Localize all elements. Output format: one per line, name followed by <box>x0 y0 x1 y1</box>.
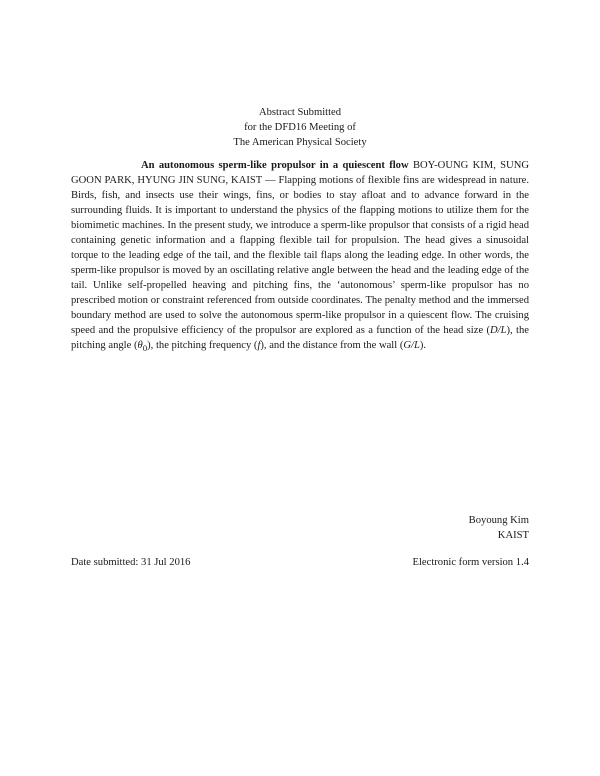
header-line-1: Abstract Submitted <box>258 107 342 118</box>
header-line-2: for the DFD16 Meeting of <box>244 122 356 133</box>
header-line-3: The American Physical Society <box>233 137 367 148</box>
abstract-body-5: ). <box>419 340 427 351</box>
abstract-body-1: Flapping motions of flexible fins are widespread in nature. Birds, fish, and insects use their wings, fins, or bodies to stay afloat and to advance forward in the surrounding fluids. It is important to understand the physics of the flapping motions to utilize them for the biomimetic machines. In the present study, we introduce a sperm-like propulsor that consists of a rigid head containing genetic information and a flapping flexible tail for propulsion. The head gives a sinusoidal torque to the leading edge of the tail, and the flexible tail flaps along the leading edge. In other words, the sperm-like propulsor is moved by an oscillating relative angle between the head and the leading edge of the tail. Unlike self-propelled heaving and pitching fins, the ‘autonomous’ sperm-like propulsor has no prescribed motion or constraint referenced from outside coordinates. The penalty method and the immersed boundary method are used to solve the autonomous sperm-like propulsor in a quiescent flow. The cruising speed and the propulsive efficiency of the propulsor are explored as a function of the head size ( <box>71 175 529 336</box>
signature-block <box>469 513 529 543</box>
var-pitching-angle: θ <box>137 340 143 351</box>
submission-header <box>0 105 600 150</box>
var-pitching-angle-subscript: 0 <box>142 343 148 354</box>
abstract-body-3: ), the pitching frequency ( <box>147 340 258 351</box>
var-frequency: f <box>257 340 261 351</box>
abstract-paragraph <box>71 158 529 356</box>
date-submitted: Date submitted: 31 Jul 2016 <box>71 557 191 568</box>
var-wall-distance: G/L <box>403 340 420 351</box>
signature-affiliation: KAIST <box>497 530 529 541</box>
abstract-authors: BOY-OUNG KIM, SUNG GOON PARK, HYUNG JIN SUNG, KAIST <box>71 160 529 186</box>
abstract-dash: — <box>262 175 279 186</box>
form-version: Electronic form version 1.4 <box>412 557 529 568</box>
abstract-body-4: ), and the distance from the wall ( <box>260 340 404 351</box>
var-head-size: D/L <box>490 325 507 336</box>
abstract-body-2: ), the pitching angle ( <box>71 325 529 351</box>
abstract-title: An autonomous sperm-like propulsor in a quiescent flow <box>141 160 409 171</box>
signature-name: Boyoung Kim <box>468 515 529 526</box>
